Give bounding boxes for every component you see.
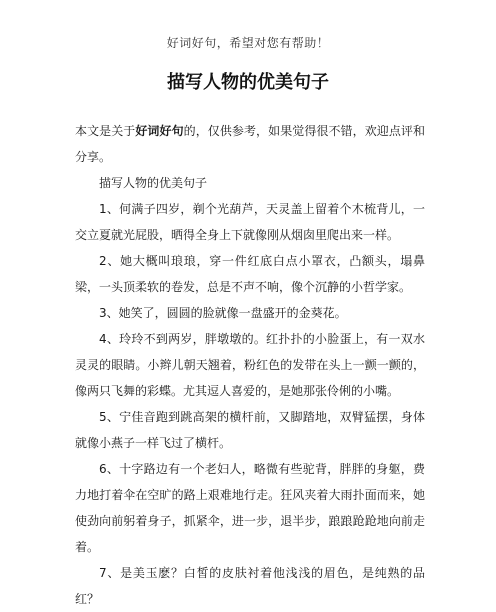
paragraph-1: 1、何满子四岁，剃个光葫芦，天灵盖上留着个木梳背儿，一交立夏就光屁股，晒得全身上下就像刚从烟囱里爬出来一样。: [75, 202, 425, 242]
paragraph-3: 3、她笑了，圆圆的脸就像一盘盛开的金葵花。: [99, 306, 347, 320]
paragraph-7: 7、是美玉麽？白皙的皮肤衬着他浅浅的眉色，是纯熟的品红？: [75, 566, 425, 606]
intro-suffix: 的，仅供参考，如果觉得很不错，欢迎点评和分享。: [75, 124, 425, 164]
header-note: 好词好句，希望对您有帮助！: [166, 36, 330, 50]
intro-keyword: 好词好句: [135, 124, 184, 138]
subheading: 描写人物的优美句子: [99, 176, 208, 190]
article-body: [75, 118, 425, 612]
page-title: 描写人物的优美句子: [167, 72, 329, 93]
intro-paragraph: [75, 118, 425, 170]
paragraph-4: 4、玲玲不到两岁，胖墩墩的。红扑扑的小脸蛋上，有一双水灵灵的眼睛。小辫儿朝天翘着，粉红色的发带在头上一颤一颤的，像两只飞舞的彩蝶。尤其逗人喜爱的，是她那张伶俐的小嘴。: [75, 332, 425, 398]
paragraph-5: 5、宁佳音跑到跳高架的横杆前，又脚踏地，双臂猛摆，身体就像小燕子一样飞过了横杆。: [75, 410, 425, 450]
paragraph-2: 2、她大概叫琅琅，穿一件红底白点小罩衣，凸额头，塌鼻梁，一头顶柔软的卷发，总是不声不响，像个沉静的小哲学家。: [75, 254, 425, 294]
intro-prefix: 本文是关于: [75, 124, 136, 138]
paragraph-6: 6、十字路边有一个老妇人，略微有些驼背，胖胖的身躯，费力地打着伞在空旷的路上艰难地行走。狂风夹着大雨扑面而来，她使劲向前躬着身子，抓紧伞，进一步，退半步，踉踉跄跄地向前走着。: [75, 462, 425, 554]
